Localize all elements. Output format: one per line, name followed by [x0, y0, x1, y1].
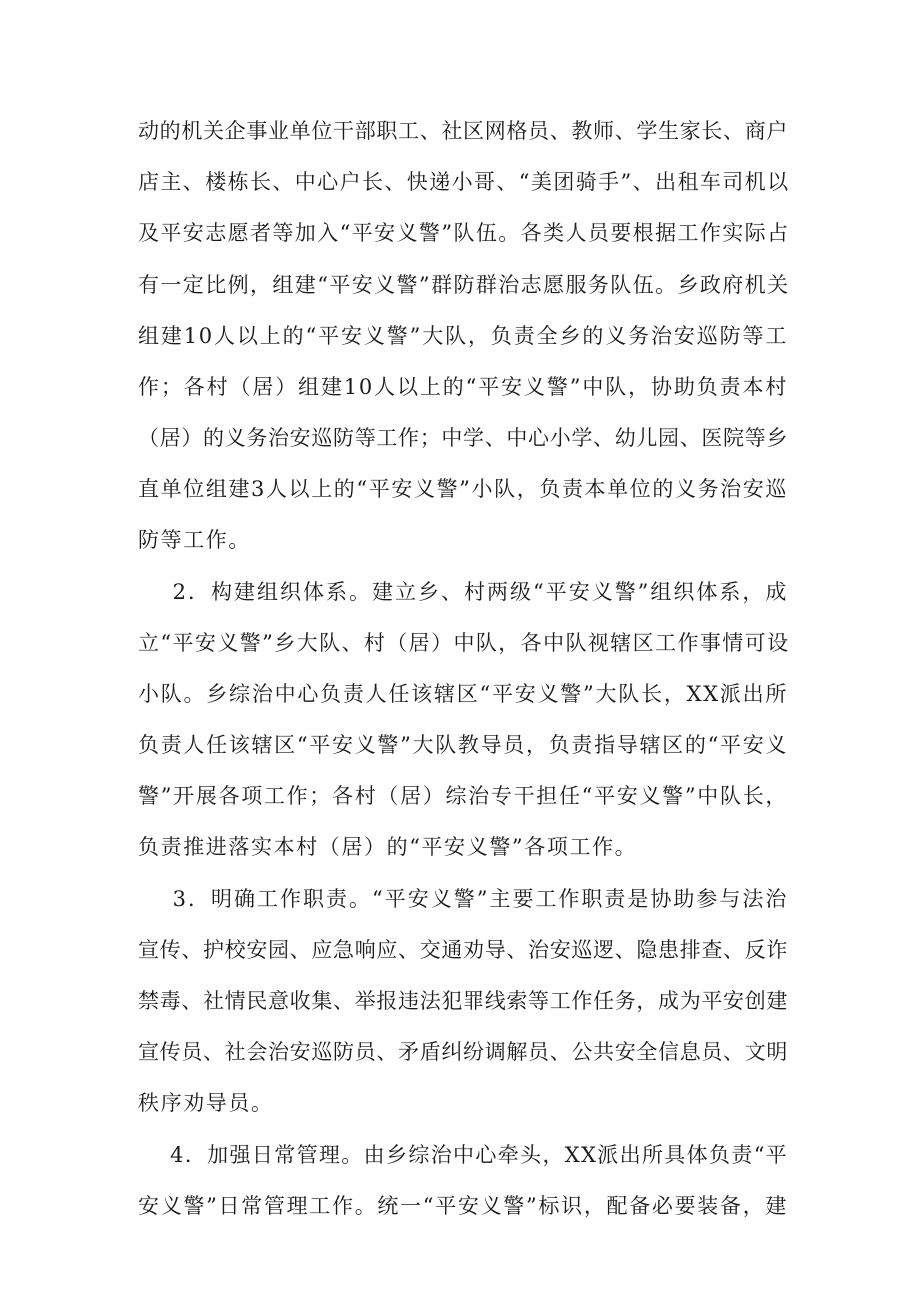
text-line: 防等工作。 — [138, 528, 251, 552]
text-line: 负责人任该辖区“平安义警”大队教导员，负责指导辖区的“平安义 — [138, 733, 788, 757]
text-line: 立“平安义警”乡大队、村（居）中队，各中队视辖区工作事情可设 — [138, 631, 790, 655]
text-line: 负责推进落实本村（居）的“平安义警”各项工作。 — [138, 835, 638, 859]
text-line: 店主、楼栋长、中心户长、快递小哥、“美团骑手”、出租车司机以 — [138, 170, 790, 194]
text-line: 直单位组建3人以上的“平安义警”小队，负责本单位的义务治安巡 — [138, 477, 788, 501]
text-line: 宣传、护校安园、应急响应、交通劝导、治安巡逻、隐患排查、反诈 — [138, 938, 788, 962]
text-line: 作；各村（居）组建10人以上的“平安义警”中队，协助负责本村 — [138, 375, 788, 399]
text-line: 及平安志愿者等加入“平安义警”队伍。各类人员要根据工作实际占 — [138, 221, 790, 245]
text-line: 组建10人以上的“平安义警”大队，负责全乡的义务治安巡防等工 — [138, 324, 788, 348]
text-line: 安义警”日常管理工作。统一“平安义警”标识，配备必要装备，建 — [138, 1194, 788, 1218]
paragraph-3-start: 3．明确工作职责。“平安义警”主要工作职责是协助参与法治 — [138, 887, 788, 911]
text-line: 秩序劝导员。 — [138, 1091, 274, 1115]
text-line: 小队。乡综治中心负责人任该辖区“平安义警”大队长，XX派出所 — [138, 682, 788, 706]
paragraph-2-start: 2．构建组织体系。建立乡、村两级“平安义警”组织体系，成 — [138, 580, 788, 604]
text-line: 动的机关企事业单位干部职工、社区网格员、教师、学生家长、商户 — [138, 119, 788, 143]
paragraph-4-start: 4．加强日常管理。由乡综治中心牵头，XX派出所具体负责“平 — [138, 1143, 788, 1167]
text-line: 宣传员、社会治安巡防员、矛盾纠纷调解员、公共安全信息员、文明 — [138, 1040, 788, 1064]
text-line: 有一定比例，组建“平安义警”群防群治志愿服务队伍。乡政府机关 — [138, 273, 790, 297]
text-line: （居）的义务治安巡防等工作；中学、中心小学、幼儿园、医院等乡 — [138, 426, 788, 450]
text-line: 警”开展各项工作；各村（居）综治专干担任“平安义警”中队长， — [138, 784, 788, 808]
text-line: 禁毒、社情民意收集、举报违法犯罪线索等工作任务，成为平安创建 — [138, 989, 788, 1013]
